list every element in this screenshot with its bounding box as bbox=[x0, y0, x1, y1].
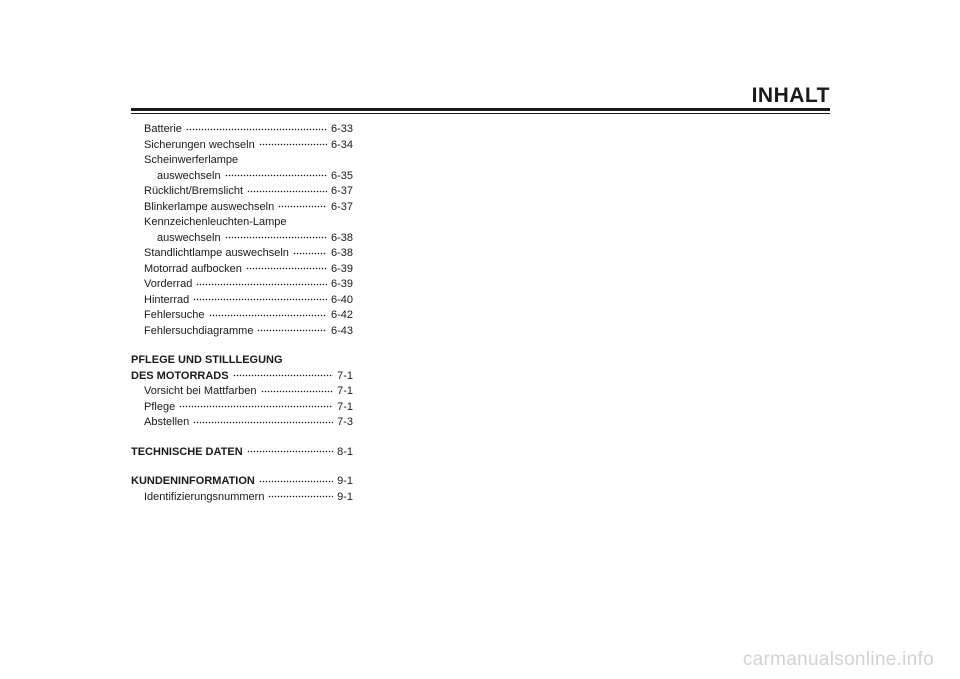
toc-entry-page: 7-3 bbox=[337, 416, 353, 428]
page-title: INHALT bbox=[751, 84, 830, 107]
toc-leader-dots bbox=[186, 123, 327, 132]
toc-entry[interactable] bbox=[131, 169, 353, 185]
toc-leader-dots bbox=[261, 385, 334, 394]
toc-leader-dots bbox=[233, 370, 334, 379]
toc-entry-label: Abstellen bbox=[144, 416, 190, 428]
toc-section-heading-label: DES MOTORRADS bbox=[131, 369, 229, 382]
toc-entry-label: Fehlersuche bbox=[144, 309, 205, 321]
toc-entry-label: auswechseln bbox=[157, 169, 221, 182]
toc-leader-dots bbox=[293, 247, 327, 256]
toc-entry-label: Batterie bbox=[144, 123, 182, 135]
toc-leader-dots bbox=[209, 309, 327, 318]
toc-entry-label: Blinkerlampe auswechseln bbox=[144, 200, 275, 213]
toc-entry-page: 6-34 bbox=[330, 138, 353, 151]
toc-entry[interactable] bbox=[131, 400, 353, 416]
section-gap bbox=[131, 339, 353, 353]
toc-entry-page: 6-37 bbox=[330, 200, 353, 213]
toc-entry[interactable] bbox=[131, 293, 353, 309]
toc-entry-page: 6-40 bbox=[330, 293, 353, 306]
toc-entry-label: Motorrad aufbocken bbox=[144, 262, 242, 275]
toc-leader-dots bbox=[179, 401, 333, 410]
toc-entry[interactable] bbox=[131, 277, 353, 293]
toc-entry-label: Scheinwerferlampe bbox=[144, 154, 239, 166]
toc-leader-dots bbox=[193, 294, 327, 303]
toc-entry-page: 6-42 bbox=[330, 309, 353, 321]
toc-section-heading[interactable] bbox=[131, 445, 353, 461]
toc-leader-dots bbox=[247, 185, 327, 194]
toc-entry[interactable] bbox=[131, 262, 353, 278]
toc-entry-label: Pflege bbox=[144, 400, 176, 413]
toc-entry[interactable] bbox=[131, 308, 353, 324]
toc-entry[interactable] bbox=[131, 246, 353, 262]
toc-leader-dots bbox=[225, 170, 327, 179]
toc-entry-label: auswechseln bbox=[157, 231, 221, 244]
toc-entry-label: Fehlersuchdiagramme bbox=[144, 324, 254, 337]
toc-entry-label: Identifizierungsnummern bbox=[144, 490, 265, 503]
toc-entry[interactable] bbox=[131, 384, 353, 400]
header-rule-thick bbox=[131, 108, 830, 111]
toc-entry[interactable] bbox=[131, 200, 353, 216]
toc-entry[interactable] bbox=[131, 231, 353, 247]
toc-leader-dots bbox=[259, 139, 327, 148]
section-gap bbox=[131, 460, 353, 474]
toc-leader-dots bbox=[268, 491, 333, 500]
toc-leader-dots bbox=[257, 325, 327, 334]
toc-entry-page: 6-39 bbox=[330, 262, 353, 275]
toc-leader-dots bbox=[225, 232, 327, 241]
toc-entry-page: 6-35 bbox=[330, 169, 353, 182]
toc-section-heading-label: KUNDENINFORMATION bbox=[131, 475, 255, 487]
toc-entry-page: 7-1 bbox=[337, 400, 353, 413]
toc-entry-label: Hinterrad bbox=[144, 293, 190, 306]
toc-leader-dots bbox=[193, 416, 333, 425]
toc-entry[interactable] bbox=[131, 490, 353, 506]
toc-entry-label: Sicherungen wechseln bbox=[144, 138, 255, 151]
toc-section-heading bbox=[131, 353, 353, 369]
toc-leader-dots bbox=[246, 263, 327, 272]
toc-entry-label: Vorderrad bbox=[144, 278, 193, 290]
toc-entry-page: 6-38 bbox=[330, 231, 353, 244]
toc-entry-label: Kennzeichenleuchten-Lampe bbox=[144, 216, 287, 228]
toc-entry[interactable] bbox=[131, 138, 353, 154]
toc-section-heading-label: TECHNISCHE DATEN bbox=[131, 445, 243, 458]
toc-entry-page: 9-1 bbox=[337, 475, 353, 487]
toc-entry[interactable] bbox=[131, 184, 353, 200]
toc-entry-page: 6-43 bbox=[330, 324, 353, 337]
toc-leader-dots bbox=[259, 475, 333, 484]
toc-entry-page: 6-37 bbox=[330, 185, 353, 197]
header-rule-thin bbox=[131, 113, 830, 114]
section-gap bbox=[131, 431, 353, 445]
toc-entry bbox=[131, 153, 353, 169]
table-of-contents bbox=[131, 122, 353, 505]
toc-entry[interactable] bbox=[131, 324, 353, 340]
toc-entry[interactable] bbox=[131, 415, 353, 431]
toc-entry-page: 7-1 bbox=[337, 369, 353, 382]
toc-entry bbox=[131, 215, 353, 231]
toc-entry-page: 7-1 bbox=[337, 385, 353, 397]
toc-section-heading-label: PFLEGE UND STILLLEGUNG bbox=[131, 354, 283, 366]
toc-section-heading[interactable] bbox=[131, 369, 353, 385]
toc-entry-page: 8-1 bbox=[337, 445, 353, 458]
toc-leader-dots bbox=[247, 446, 333, 455]
toc-entry[interactable] bbox=[131, 122, 353, 138]
toc-entry-label: Standlichtlampe auswechseln bbox=[144, 247, 289, 259]
toc-entry-label: Rücklicht/Bremslicht bbox=[144, 185, 244, 197]
watermark: carmanualsonline.info bbox=[742, 649, 934, 670]
toc-entry-page: 6-39 bbox=[330, 278, 353, 290]
toc-section-heading[interactable] bbox=[131, 474, 353, 490]
toc-entry-label: Vorsicht bei Mattfarben bbox=[144, 385, 257, 397]
toc-leader-dots bbox=[278, 201, 327, 210]
toc-entry-page: 6-38 bbox=[330, 247, 353, 259]
toc-entry-page: 9-1 bbox=[337, 490, 353, 503]
toc-leader-dots bbox=[196, 278, 327, 287]
toc-entry-page: 6-33 bbox=[330, 123, 353, 135]
